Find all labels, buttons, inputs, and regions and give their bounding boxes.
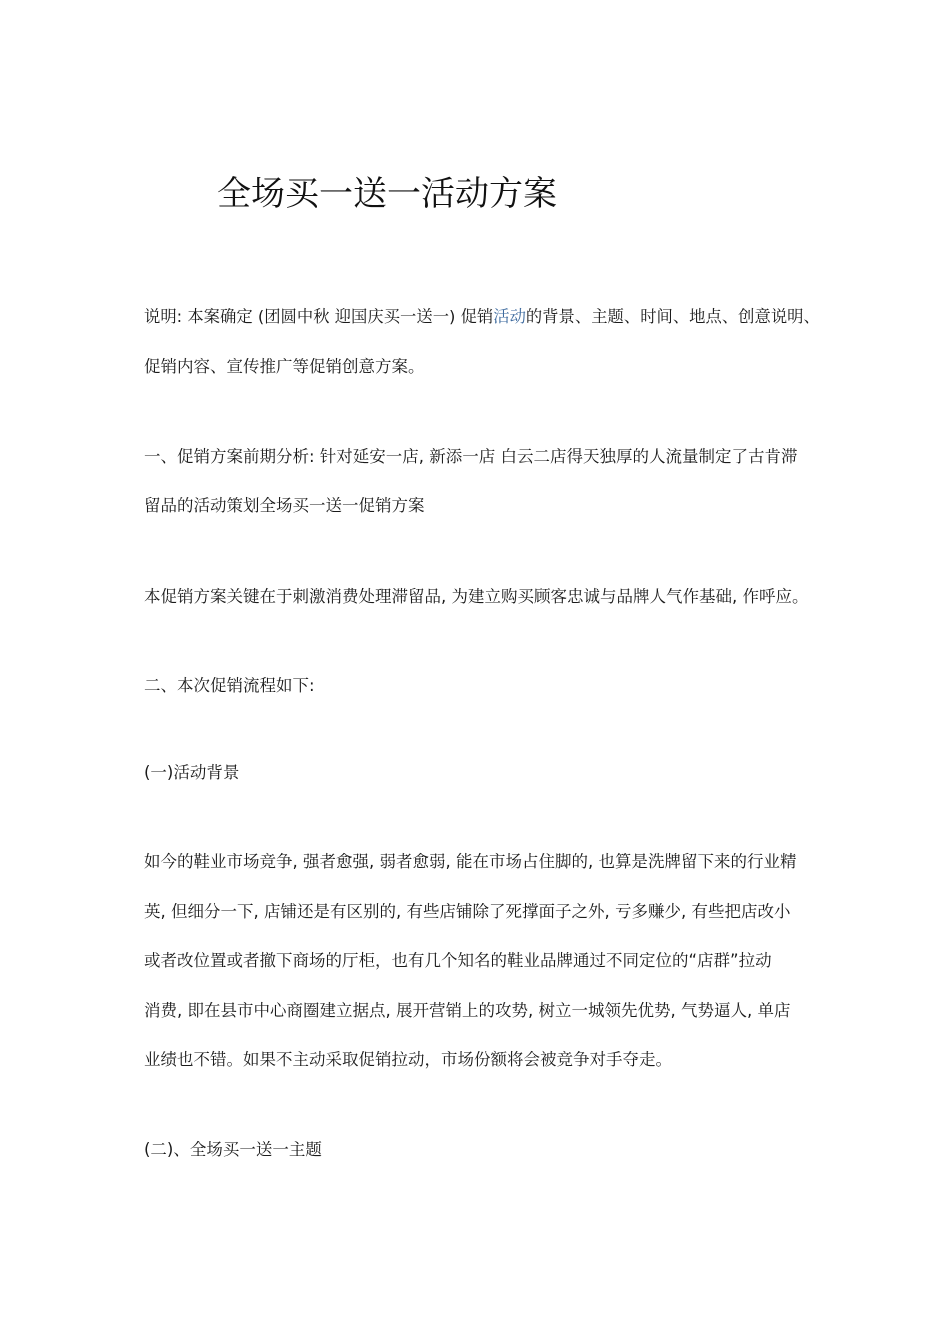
section2-heading: 二、本次促销流程如下: (144, 676, 315, 695)
document-title: 全场买一送一活动方案 (217, 174, 557, 214)
background-line-4: 消费, 即在县市中心商圈建立据点, 展开营销上的攻势, 树立一城领先优势, 气势逼人, 单店 (144, 1001, 791, 1020)
background-line-2: 英, 但细分一下, 店铺还是有区别的, 有些店铺除了死撑面子之外, 亏多赚少, 有些把店改小 (144, 902, 791, 921)
activity-link[interactable]: 活动 (493, 307, 526, 326)
subsection1-heading: (一)活动背景 (144, 763, 240, 782)
key-point-paragraph: 本促销方案关键在于刺激消费处理滞留品, 为建立购买顾客忠诚与品牌人气作基础, 作呼应。 (144, 587, 809, 606)
background-line-1: 如今的鞋业市场竞争, 强者愈强, 弱者愈弱, 能在市场占住脚的, 也算是洗牌留下来的行业精 (144, 852, 797, 871)
intro-line-2: 促销内容、宣传推广等促销创意方案。 (144, 357, 425, 376)
background-line-3: 或者改位置或者撤下商场的厅柜，也有几个知名的鞋业品牌通过不同定位的“店群”拉动 (144, 951, 772, 970)
intro-line-1 (144, 304, 820, 330)
section1-line-2: 留品的活动策划全场买一送一促销方案 (144, 496, 425, 515)
background-line-5: 业绩也不错。如果不主动采取促销拉动，市场份额将会被竞争对手夺走。 (144, 1050, 672, 1069)
intro-text-before: 说明: 本案确定 (团圆中秋 迎国庆买一送一) 促销 (144, 307, 494, 326)
section1-line-1: 一、促销方案前期分析: 针对延安一店, 新添一店 白云二店得天独厚的人流量制定了古肯滞 (144, 447, 798, 466)
subsection2-heading: (二)、全场买一送一主题 (144, 1140, 322, 1159)
intro-text-after: 的背景、主题、时间、地点、创意说明、 (525, 307, 820, 326)
